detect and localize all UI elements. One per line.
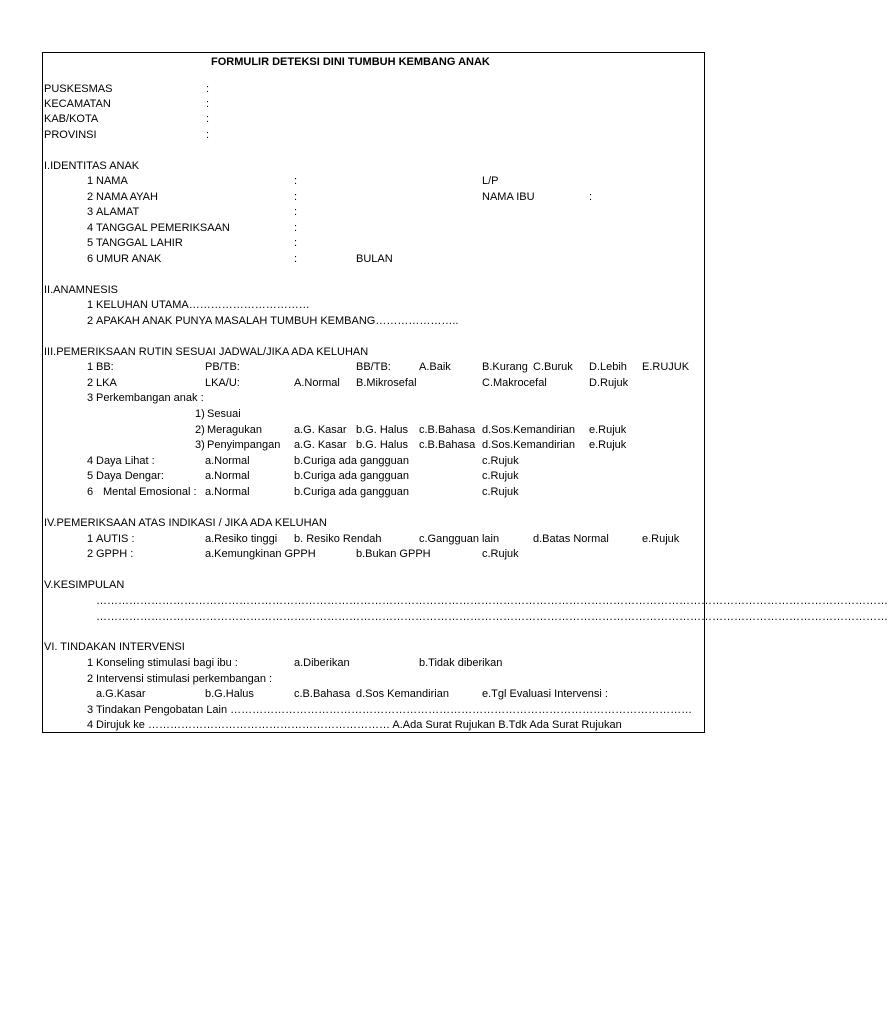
- option-lebih: D.Lebih: [589, 361, 627, 373]
- option-normal: a.Normal: [205, 470, 250, 482]
- option-rujuk: c.Rujuk: [482, 486, 519, 498]
- lp-label: L/P: [482, 175, 499, 187]
- option-kemungkinan-gpph: a.Kemungkinan GPPH: [205, 548, 316, 560]
- row-num: 3: [87, 392, 94, 404]
- sub-num: 2): [195, 424, 205, 436]
- nama-ayah-colon: :: [294, 191, 298, 203]
- option-g-halus: b.G.Halus: [205, 688, 254, 700]
- tanggal-lahir-colon: :: [294, 237, 298, 249]
- keluhan-utama-label: KELUHAN UTAMA……………………………: [96, 299, 310, 311]
- tgl-evaluasi-label: e.Tgl Evaluasi Intervensi :: [482, 688, 608, 700]
- option-rujuk: D.Rujuk: [589, 377, 629, 389]
- option-mikrosefal: B.Mikrosefal: [356, 377, 417, 389]
- bb-label: BB:: [96, 361, 114, 373]
- row-num: 3: [87, 206, 94, 218]
- row-num: 5: [87, 470, 94, 482]
- option-kurang: B.Kurang: [482, 361, 528, 373]
- section-indikasi-heading: IV.PEMERIKSAAN ATAS INDIKASI / JIKA ADA KELUHAN: [44, 517, 327, 529]
- umur-anak-colon: :: [294, 253, 298, 265]
- nama-ayah-label: NAMA AYAH: [96, 191, 158, 203]
- option-rujuk: e.Rujuk: [589, 424, 627, 436]
- bulan-label: BULAN: [356, 253, 393, 265]
- konseling-label: Konseling stimulasi bagi ibu :: [96, 657, 238, 669]
- section-kesimpulan-heading: V.KESIMPULAN: [44, 579, 125, 591]
- option-rujuk: c.Rujuk: [482, 455, 519, 467]
- option-rujuk: e.Rujuk: [642, 533, 680, 545]
- gpph-label: GPPH :: [96, 548, 134, 560]
- option-normal: a.Normal: [205, 486, 250, 498]
- row-num: 2: [87, 191, 94, 203]
- row-num: 4: [87, 222, 94, 234]
- option-g-kasar: a.G.Kasar: [96, 688, 146, 700]
- row-num: 2: [87, 673, 94, 685]
- option-sos-kemandirian: d.Sos Kemandirian: [356, 688, 449, 700]
- mental-emosional-label: Mental Emosional :: [103, 486, 197, 498]
- masalah-tumbuh-kembang-label: APAKAH ANAK PUNYA MASALAH TUMBUH KEMBANG…………………..: [96, 315, 459, 327]
- option-g-halus: b.G. Halus: [356, 439, 408, 451]
- row-num: 1: [87, 361, 94, 373]
- row-num: 1: [87, 175, 94, 187]
- option-rujuk: c.Rujuk: [482, 548, 519, 560]
- row-num: 2: [87, 377, 94, 389]
- row-num: 1: [87, 299, 94, 311]
- section-anamnesis-heading: II.ANAMNESIS: [44, 284, 118, 296]
- option-rujuk: e.Rujuk: [589, 439, 627, 451]
- lkau-label: LKA/U:: [205, 377, 240, 389]
- option-b-bahasa: c.B.Bahasa: [419, 424, 476, 436]
- bbtb-label: BB/TB:: [356, 361, 391, 373]
- row-num: 4: [87, 719, 94, 731]
- row-num: 6: [87, 486, 94, 498]
- option-curiga-gangguan: b.Curiga ada gangguan: [294, 470, 409, 482]
- tanggal-pemeriksaan-colon: :: [294, 222, 298, 234]
- form-title: FORMULIR DETEKSI DINI TUMBUH KEMBANG ANAK: [211, 56, 490, 68]
- provinsi-colon: :: [206, 129, 210, 141]
- option-g-halus: b.G. Halus: [356, 424, 408, 436]
- kesimpulan-line: ………………………………………………………………………………………………………………………………………………………………………………………………: [96, 611, 888, 623]
- nama-label: NAMA: [96, 175, 128, 187]
- perkembangan-penyimpangan: Penyimpangan: [207, 439, 281, 451]
- pbtb-label: PB/TB:: [205, 361, 240, 373]
- row-num: 2: [87, 548, 94, 560]
- puskesmas-colon: :: [206, 83, 210, 95]
- daya-lihat-label: Daya Lihat :: [96, 455, 155, 467]
- perkembangan-meragukan: Meragukan: [207, 424, 263, 436]
- perkembangan-sesuai: Sesuai: [207, 408, 241, 420]
- option-resiko-rendah: b. Resiko Rendah: [294, 533, 382, 545]
- option-gangguan-lain: c.Gangguan lain: [419, 533, 500, 545]
- option-sos-kemandirian: d.Sos.Kemandirian: [482, 439, 575, 451]
- option-buruk: C.Buruk: [533, 361, 573, 373]
- kecamatan-colon: :: [206, 98, 210, 110]
- row-num: 3: [87, 704, 94, 716]
- option-bukan-gpph: b.Bukan GPPH: [356, 548, 431, 560]
- option-baik: A.Baik: [419, 361, 451, 373]
- kabkota-colon: :: [206, 113, 210, 125]
- form-frame: [42, 52, 888, 733]
- row-num: 6: [87, 253, 94, 265]
- dirujuk-ke-label: Dirujuk ke ………………………………………………………… A.Ada Surat Rujukan B.Tdk Ada Surat Rujukan: [96, 719, 622, 731]
- alamat-colon: :: [294, 206, 298, 218]
- option-b-bahasa: c.B.Bahasa: [294, 688, 351, 700]
- kabkota-label: KAB/KOTA: [44, 113, 99, 125]
- row-num: 1: [87, 533, 94, 545]
- puskesmas-label: PUSKESMAS: [44, 83, 113, 95]
- option-sos-kemandirian: d.Sos.Kemandirian: [482, 424, 575, 436]
- option-diberikan: a.Diberikan: [294, 657, 350, 669]
- tindakan-pengobatan-label: Tindakan Pengobatan Lain ………………………………………………………………………………………………………………: [96, 704, 693, 716]
- kesimpulan-line: ………………………………………………………………………………………………………………………………………………………………………………………………: [96, 595, 888, 607]
- nama-ibu-colon: :: [589, 191, 593, 203]
- option-normal: a.Normal: [205, 455, 250, 467]
- row-num: 4: [87, 455, 94, 467]
- option-rujuk: E.RUJUK: [642, 361, 690, 373]
- option-g-kasar: a.G. Kasar: [294, 424, 347, 436]
- autis-label: AUTIS :: [96, 533, 135, 545]
- option-tidak-diberikan: b.Tidak diberikan: [419, 657, 503, 669]
- alamat-label: ALAMAT: [96, 206, 140, 218]
- intervensi-perkembangan-label: Intervensi stimulasi perkembangan :: [96, 673, 273, 685]
- nama-ibu-label: NAMA IBU: [482, 191, 535, 203]
- nama-colon: :: [294, 175, 298, 187]
- option-makrocefal: C.Makrocefal: [482, 377, 547, 389]
- option-normal: A.Normal: [294, 377, 340, 389]
- sub-num: 3): [195, 439, 205, 451]
- option-curiga-gangguan: b.Curiga ada gangguan: [294, 455, 409, 467]
- section-intervensi-heading: VI. TINDAKAN INTERVENSI: [44, 641, 185, 653]
- tanggal-pemeriksaan-label: TANGGAL PEMERIKSAAN: [96, 222, 230, 234]
- provinsi-label: PROVINSI: [44, 129, 97, 141]
- row-num: 2: [87, 315, 94, 327]
- option-rujuk: c.Rujuk: [482, 470, 519, 482]
- tanggal-lahir-label: TANGGAL LAHIR: [96, 237, 183, 249]
- option-batas-normal: d.Batas Normal: [533, 533, 609, 545]
- section-pemeriksaan-rutin-heading: III.PEMERIKSAAN RUTIN SESUAI JADWAL/JIKA ADA KELUHAN: [44, 346, 369, 358]
- row-num: 1: [87, 657, 94, 669]
- perkembangan-label: Perkembangan anak :: [96, 392, 204, 404]
- lka-label: LKA: [96, 377, 117, 389]
- option-g-kasar: a.G. Kasar: [294, 439, 347, 451]
- option-b-bahasa: c.B.Bahasa: [419, 439, 476, 451]
- option-curiga-gangguan: b.Curiga ada gangguan: [294, 486, 409, 498]
- row-num: 5: [87, 237, 94, 249]
- option-resiko-tinggi: a.Resiko tinggi: [205, 533, 278, 545]
- daya-dengar-label: Daya Dengar:: [96, 470, 164, 482]
- kecamatan-label: KECAMATAN: [44, 98, 111, 110]
- sub-num: 1): [195, 408, 205, 420]
- section-identitas-heading: I.IDENTITAS ANAK: [44, 160, 140, 172]
- umur-anak-label: UMUR ANAK: [96, 253, 162, 265]
